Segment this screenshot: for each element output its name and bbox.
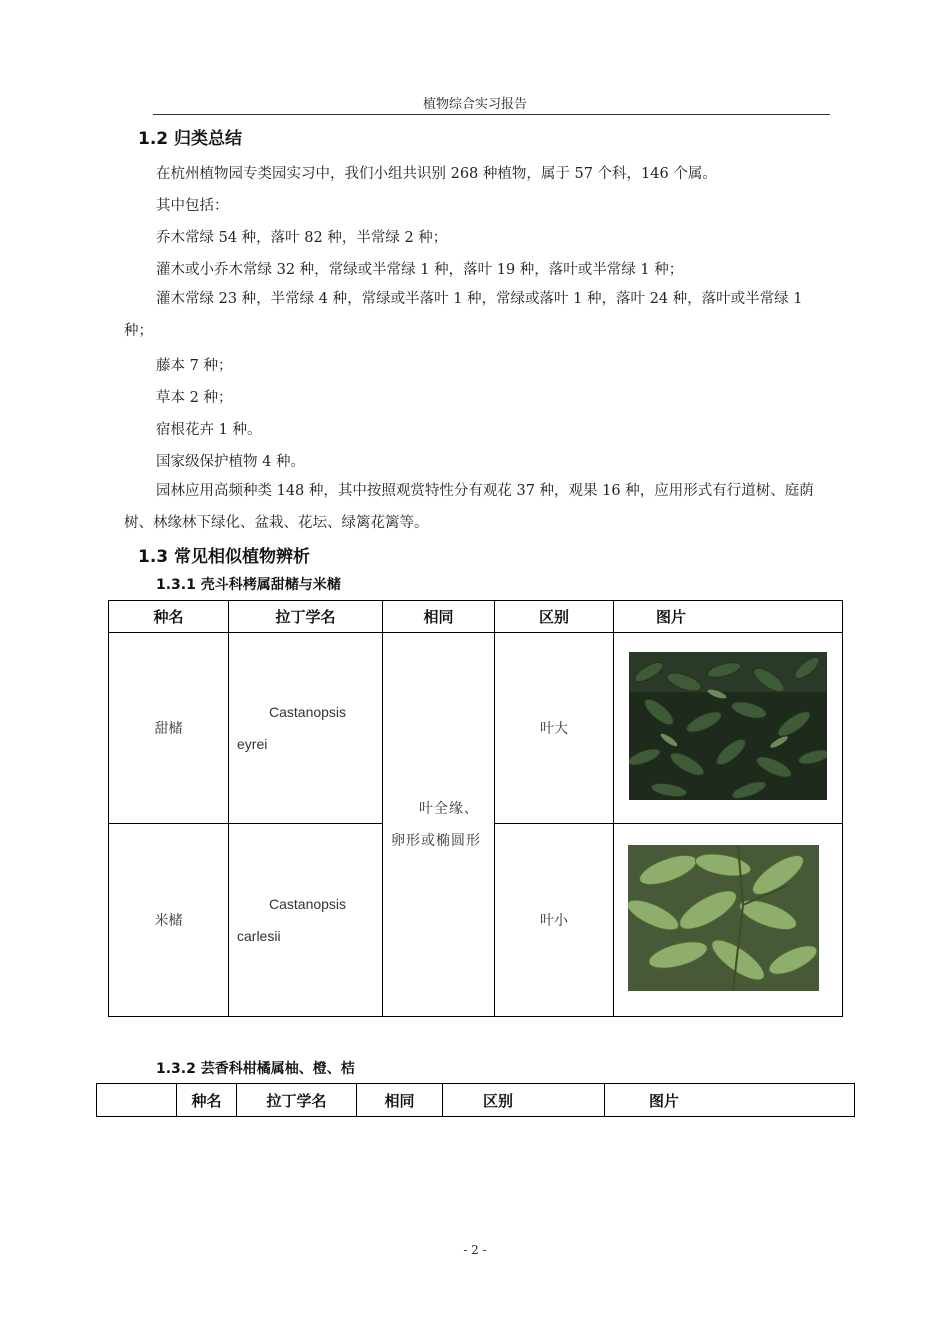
common-traits: 叶全缘、卵形或椭圆形 <box>383 633 495 1017</box>
column-header: 拉丁学名 <box>229 601 383 633</box>
column-header: 种名 <box>177 1084 237 1117</box>
leaf-photo-dark-icon <box>629 652 827 800</box>
paragraph: 灌木常绿 23 种，半常绿 4 种，常绿或半落叶 1 种，常绿或落叶 1 种，落叶 24 种，落叶或半常绿 1 种； <box>124 291 803 339</box>
species-name: 甜槠 <box>109 633 229 824</box>
page-header-title: 植物综合实习报告 <box>422 97 527 112</box>
page-number: - 2 - <box>463 1243 487 1257</box>
latin-species: carlesii <box>237 928 281 944</box>
comparison-table-citrus <box>96 1083 855 1117</box>
paragraph: 其中包括： <box>156 198 229 214</box>
column-header: 图片 <box>605 1084 855 1117</box>
column-header: 种名 <box>109 601 229 633</box>
leaf-photo-light-icon <box>628 845 819 991</box>
leaf-photo-light-svg <box>628 845 819 991</box>
paragraph: 园林应用高频种类 148 种，其中按照观赏特性分有观花 37 种，观果 16 种，应用形式有行道树、庭荫树、林缘林下绿化、盆栽、花坛、绿篱花篱等。 <box>124 483 814 531</box>
section-1-3-heading: 1.3 常见相似植物辨析 <box>138 547 311 567</box>
column-header: 拉丁学名 <box>237 1084 357 1117</box>
subsection-1-3-1-heading: 1.3.1 壳斗科栲属甜槠与米槠 <box>156 577 341 593</box>
paragraph: 宿根花卉 1 种。 <box>156 422 262 438</box>
latin-genus: Castanopsis <box>269 896 347 912</box>
difference: 叶小 <box>495 824 614 1017</box>
subsection-1-3-2-heading: 1.3.2 芸香科柑橘属柚、橙、桔 <box>156 1061 355 1077</box>
paragraph: 草本 2 种； <box>156 390 233 406</box>
paragraph: 国家级保护植物 4 种。 <box>156 454 305 470</box>
paragraph: 在杭州植物园专类园实习中，我们小组共识别 268 种植物，属于 57 个科，146 个属。 <box>156 166 717 182</box>
species-name: 米槠 <box>109 824 229 1017</box>
column-header: 相同 <box>357 1084 443 1117</box>
column-header: 图片 <box>614 601 843 633</box>
difference: 叶大 <box>495 633 614 824</box>
table-header-row <box>97 1084 855 1117</box>
table-header-row <box>109 601 843 633</box>
column-header: 区别 <box>495 601 614 633</box>
photo-cell <box>614 633 843 824</box>
section-1-2-heading: 1.2 归类总结 <box>138 129 243 149</box>
column-header: 相同 <box>383 601 495 633</box>
empty-cell <box>97 1084 177 1117</box>
table-row <box>109 633 843 824</box>
paragraph: 灌木或小乔木常绿 32 种，常绿或半常绿 1 种，落叶 19 种，落叶或半常绿 1 种； <box>156 262 684 278</box>
comparison-table-castanopsis <box>108 600 843 1017</box>
header-divider <box>153 114 830 115</box>
latin-species: eyrei <box>237 736 268 752</box>
leaf-photo-dark-svg <box>629 652 827 800</box>
photo-cell <box>614 824 843 1017</box>
latin-genus: Castanopsis <box>269 704 347 720</box>
paragraph: 藤本 7 种； <box>156 358 233 374</box>
latin-name <box>229 824 383 1017</box>
paragraph: 乔木常绿 54 种，落叶 82 种，半常绿 2 种； <box>156 230 448 246</box>
column-header: 区别 <box>443 1084 605 1117</box>
latin-name <box>229 633 383 824</box>
